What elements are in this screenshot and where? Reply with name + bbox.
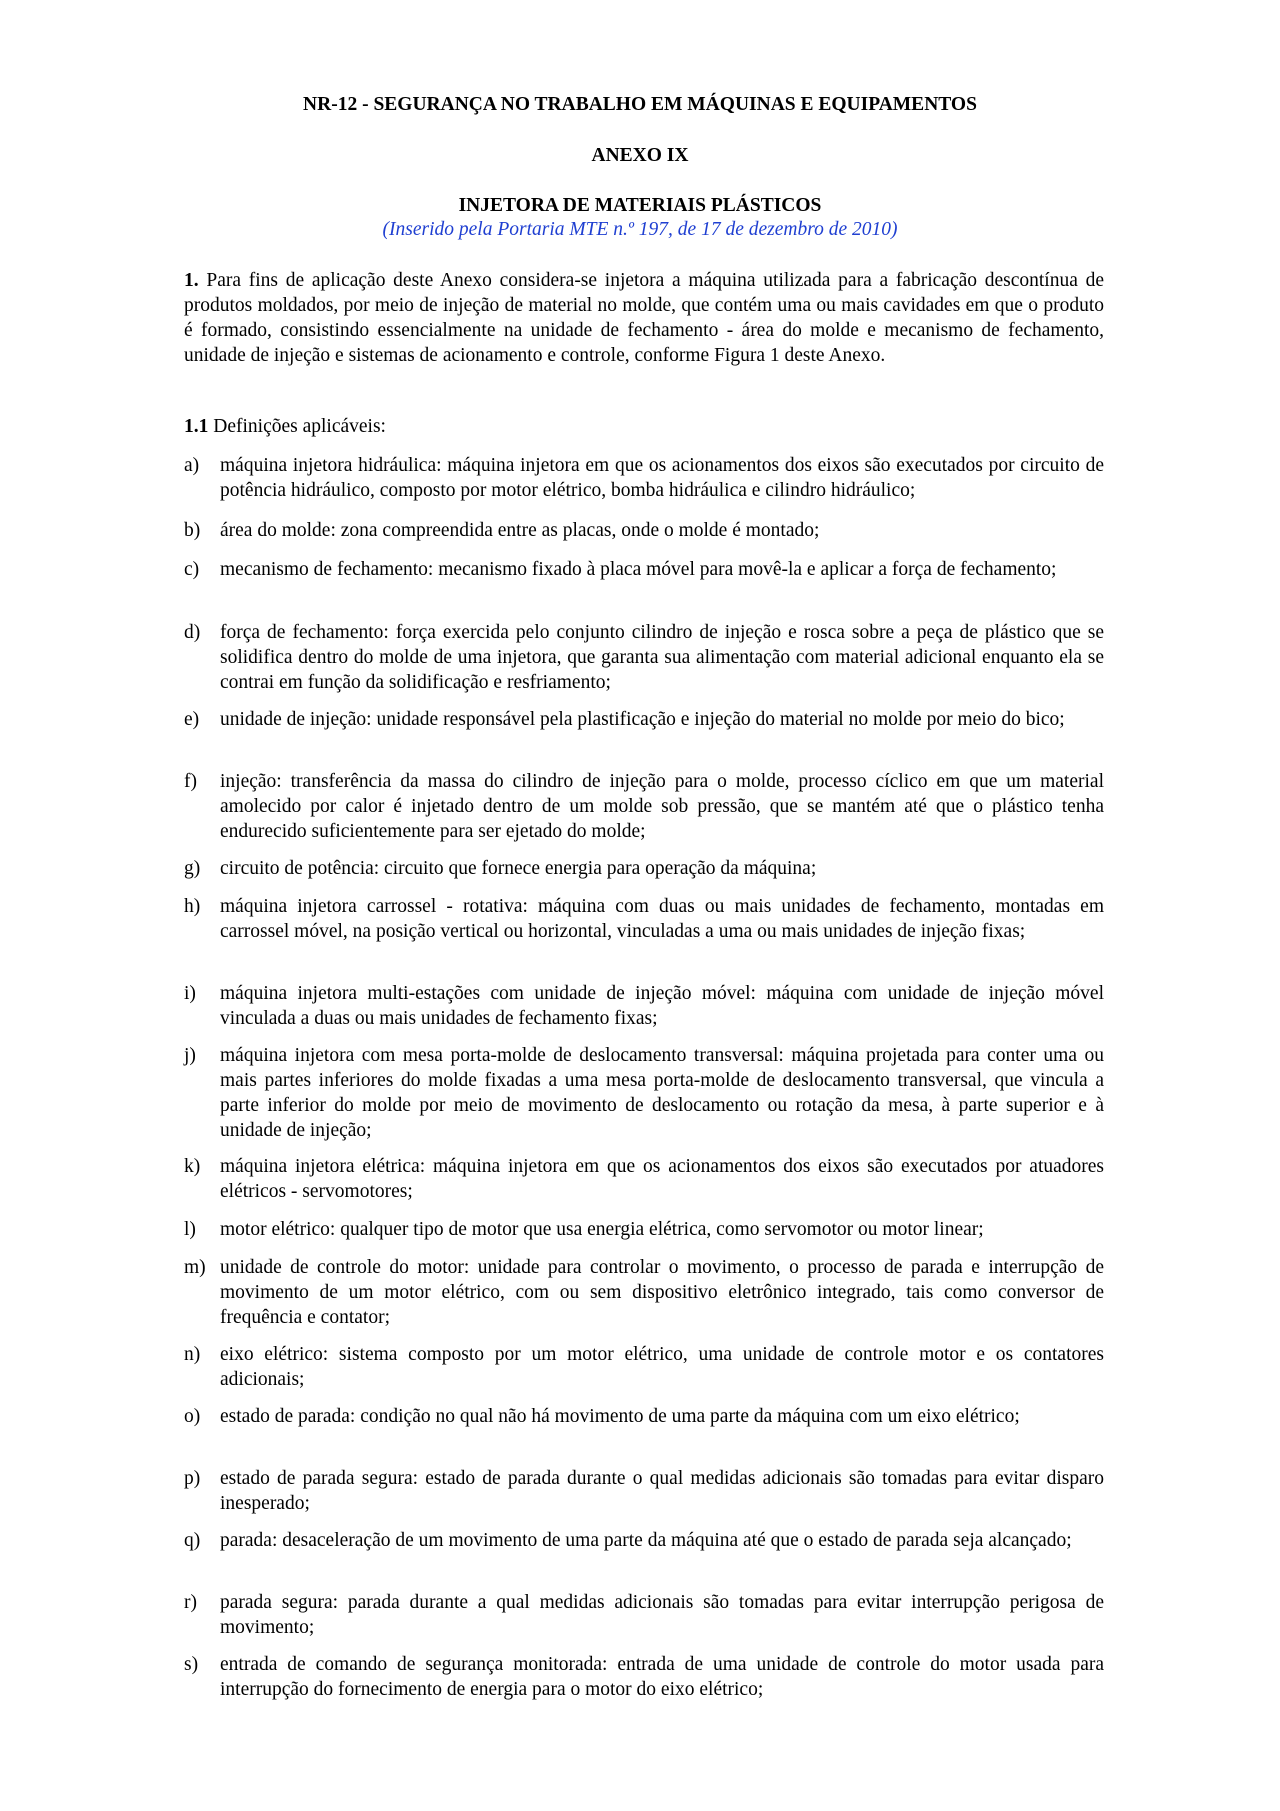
annex-subtitle: INJETORA DE MATERIAIS PLÁSTICOS xyxy=(458,195,822,216)
definition-text: estado de parada segura: estado de parada durante o qual medidas adicionais são tomadas para evitar disparo inesperado; xyxy=(220,1468,1104,1514)
definition-letter: h) xyxy=(184,896,201,917)
definition-letter: i) xyxy=(184,983,196,1004)
definition-letter: a) xyxy=(184,455,200,476)
definition-text: motor elétrico: qualquer tipo de motor que usa energia elétrica, como servomotor ou motor linear; xyxy=(220,1219,984,1240)
section-1 xyxy=(184,268,1104,368)
definition-text: mecanismo de fechamento: mecanismo fixado à placa móvel para movê-la e aplicar a força de fechamento; xyxy=(220,559,1057,580)
definition-text: força de fechamento: força exercida pelo conjunto cilindro de injeção e rosca sobre a peça de plástico que se solidifica dentro do molde de uma injetora, que garanta sua alimentação com material adicional enquanto ela se contrai em função da solidificação e resfriamento; xyxy=(220,622,1104,693)
annex-label: ANEXO IX xyxy=(591,145,689,166)
definition-letter: c) xyxy=(184,559,200,580)
definition-letter: p) xyxy=(184,1468,201,1489)
insertion-note: (Inserido pela Portaria MTE n.º 197, de 17 de dezembro de 2010) xyxy=(382,219,898,240)
definition-text: máquina injetora multi-estações com unidade de injeção móvel: máquina com unidade de injeção móvel vinculada a duas ou mais unidades de fechamento fixas; xyxy=(220,983,1104,1029)
definition-text: unidade de controle do motor: unidade para controlar o movimento, o processo de parada e interrupção de movimento de um motor elétrico, com ou sem dispositivo eletrônico integrado, tais como conversor de frequência e contator; xyxy=(220,1257,1104,1328)
definition-letter: d) xyxy=(184,622,201,643)
definition-letter: j) xyxy=(184,1045,196,1066)
definition-letter: s) xyxy=(184,1654,199,1675)
section-1-1 xyxy=(184,414,1104,439)
definition-text: máquina injetora elétrica: máquina injetora em que os acionamentos dos eixos são executados por atuadores elétricos - servomotores; xyxy=(220,1156,1104,1202)
definition-letter: q) xyxy=(184,1530,201,1551)
definition-text: unidade de injeção: unidade responsável pela plastificação e injeção do material no molde por meio do bico; xyxy=(220,709,1065,730)
section-1-1-text: Definições aplicáveis: xyxy=(213,416,386,437)
definition-letter: r) xyxy=(184,1592,197,1613)
definition-letter: n) xyxy=(184,1344,201,1365)
definition-letter: o) xyxy=(184,1406,201,1427)
section-1-text: Para fins de aplicação deste Anexo considera-se injetora a máquina utilizada para a fabricação descontínua de produtos moldados, por meio de injeção de material no molde, que contém uma ou mais cavidades em que o produto é formado, consistindo essencialmente na unidade de fechamento - área do molde e mecanismo de fechamento, unidade de injeção e sistemas de acionamento e controle, conforme Figura 1 deste Anexo. xyxy=(184,270,1104,366)
definition-text: entrada de comando de segurança monitorada: entrada de uma unidade de controle do motor usada para interrupção do fornecimento de energia para o motor do eixo elétrico; xyxy=(220,1654,1104,1700)
definition-text: circuito de potência: circuito que fornece energia para operação da máquina; xyxy=(220,858,817,879)
definition-text: parada: desaceleração de um movimento de uma parte da máquina até que o estado de parada seja alcançado; xyxy=(220,1530,1072,1551)
definition-text: máquina injetora hidráulica: máquina injetora em que os acionamentos dos eixos são executados por circuito de potência hidráulico, composto por motor elétrico, bomba hidráulica e cilindro hidráulico; xyxy=(220,455,1104,501)
definition-letter: e) xyxy=(184,709,200,730)
definition-letter: k) xyxy=(184,1156,201,1177)
definition-letter: b) xyxy=(184,520,201,541)
definition-letter: m) xyxy=(184,1257,206,1278)
section-1-1-number: 1.1 xyxy=(184,416,209,437)
definition-text: área do molde: zona compreendida entre as placas, onde o molde é montado; xyxy=(220,520,820,541)
definition-text: eixo elétrico: sistema composto por um motor elétrico, uma unidade de controle motor e os contatores adicionais; xyxy=(220,1344,1104,1390)
definition-text: estado de parada: condição no qual não há movimento de uma parte da máquina com um eixo elétrico; xyxy=(220,1406,1020,1427)
definition-text: parada segura: parada durante a qual medidas adicionais são tomadas para evitar interrupção perigosa de movimento; xyxy=(220,1592,1104,1638)
definition-text: máquina injetora carrossel - rotativa: máquina com duas ou mais unidades de fechamento, montadas em carrossel móvel, na posição vertical ou horizontal, vinculadas a uma ou mais unidades de injeção fixas; xyxy=(220,896,1104,942)
definition-letter: g) xyxy=(184,858,201,879)
section-1-number: 1. xyxy=(184,270,199,291)
definition-text: injeção: transferência da massa do cilindro de injeção para o molde, processo cíclico em que um material amolecido por calor é injetado dentro de um molde sob pressão, que se mantém até que o plástico tenha endurecido suficientemente para ser ejetado do molde; xyxy=(220,771,1104,842)
definition-letter: l) xyxy=(184,1219,196,1240)
definition-letter: f) xyxy=(184,771,197,792)
definition-text: máquina injetora com mesa porta-molde de deslocamento transversal: máquina projetada para conter uma ou mais partes inferiores do molde fixadas a uma mesa porta-molde de deslocamento transversal, que vincula a parte inferior do molde por meio de movimento de deslocamento ou rotação da mesa, à parte superior e à unidade de injeção; xyxy=(220,1045,1104,1141)
document-title: NR-12 - SEGURANÇA NO TRABALHO EM MÁQUINAS E EQUIPAMENTOS xyxy=(303,94,977,115)
